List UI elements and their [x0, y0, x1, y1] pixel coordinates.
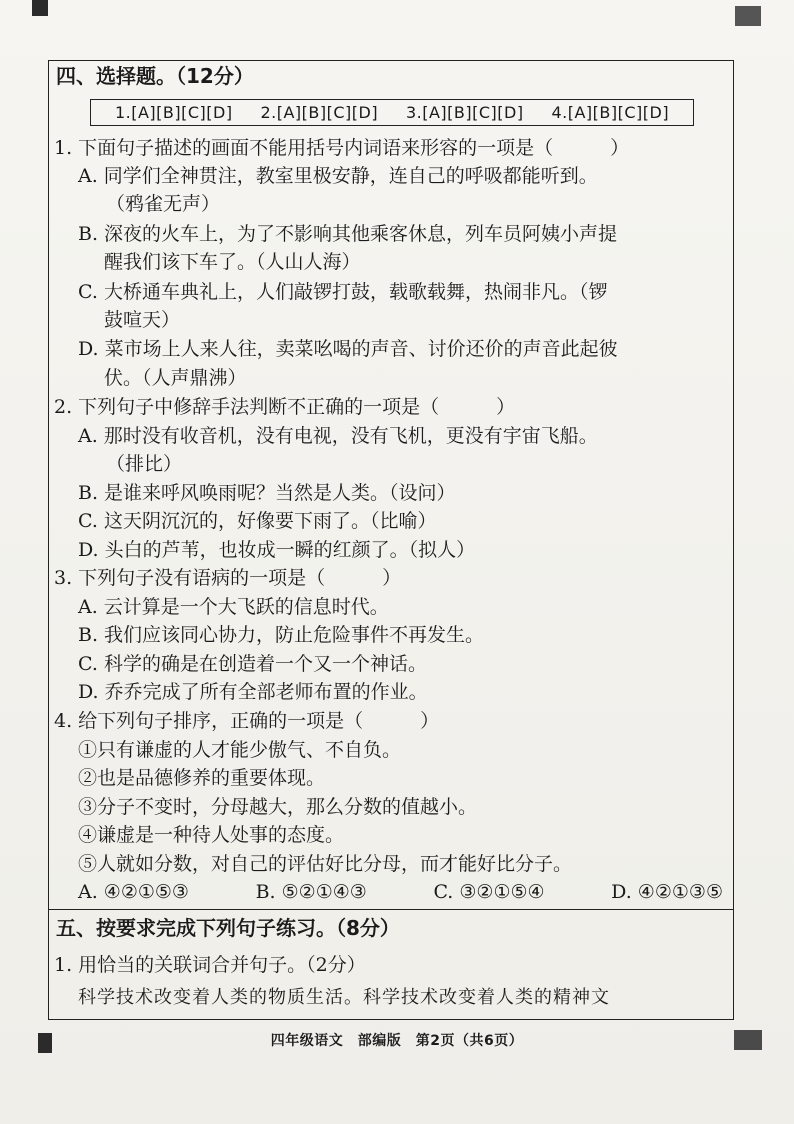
q3-option-a: A. 云计算是一个大飞跃的信息时代。	[78, 596, 389, 618]
q1-option-c-cont: 鼓喧天）	[104, 309, 181, 331]
section5-title: 五、按要求完成下列句子练习。（8分）	[56, 916, 400, 940]
q4-option-c: C. ③②①⑤④	[433, 881, 545, 903]
q2-stem: 2. 下列句子中修辞手法判断不正确的一项是（ ）	[54, 396, 516, 418]
q1-option-d: D. 菜市场上人来人往，卖菜吆喝的声音、讨价还价的声音此起彼	[78, 338, 618, 360]
q4-sentence-5: ⑤人就如分数，对自己的评估好比分母，而才能好比分子。	[78, 853, 573, 875]
q4-option-a: A. ④②①⑤③	[78, 881, 189, 903]
s5-q1-text: 科学技术改变着人类的物质生活。科学技术改变着人类的精神文	[78, 987, 610, 1008]
q2-option-a-cont: （排比）	[106, 453, 183, 475]
q4-sentence-3: ③分子不变时，分母越大，那么分数的值越小。	[78, 796, 478, 818]
q1-option-c: C. 大桥通车典礼上，人们敲锣打鼓，载歌载舞，热闹非凡。（锣	[78, 281, 608, 303]
q1-option-b: B. 深夜的火车上，为了不影响其他乘客休息，列车员阿姨小声提	[78, 223, 618, 245]
answer-choice-1[interactable]: 1.[A][B][C][D]	[114, 102, 233, 122]
registration-mark	[735, 6, 761, 26]
q4-sentence-1: ①只有谦虚的人才能少傲气、不自负。	[78, 739, 402, 761]
q3-option-d: D. 乔乔完成了所有全部老师布置的作业。	[78, 681, 428, 703]
answer-choice-2[interactable]: 2.[A][B][C][D]	[260, 102, 379, 122]
q4-option-b: B. ⑤②①④③	[255, 881, 367, 903]
q4-options	[78, 880, 723, 904]
q2-option-a: A. 那时没有收音机，没有电视，没有飞机，更没有宇宙飞船。	[78, 425, 598, 447]
q3-option-c: C. 科学的确是在创造着一个又一个神话。	[78, 653, 427, 675]
page-footer: 四年级语文 部编版 第2页（共6页）	[270, 1033, 524, 1049]
q1-option-d-cont: 伏。（人声鼎沸）	[104, 367, 247, 389]
q2-option-b: B. 是谁来呼风唤雨呢？当然是人类。（设问）	[78, 482, 456, 504]
answer-choice-4[interactable]: 4.[A][B][C][D]	[551, 102, 670, 122]
answer-choice-3[interactable]: 3.[A][B][C][D]	[405, 102, 524, 122]
section-divider	[48, 909, 734, 910]
q1-option-a-cont: （鸦雀无声）	[106, 193, 221, 215]
q4-stem: 4. 给下列句子排序，正确的一项是（ ）	[54, 710, 440, 732]
q1-option-b-cont: 醒我们该下车了。（人山人海）	[104, 251, 361, 273]
registration-mark	[32, 0, 48, 16]
q3-option-b: B. 我们应该同心协力，防止危险事件不再发生。	[78, 624, 485, 646]
q3-stem: 3. 下列句子没有语病的一项是（ ）	[54, 567, 402, 589]
q2-option-c: C. 这天阴沉沉的，好像要下雨了。（比喻）	[78, 510, 437, 532]
q2-option-d: D. 头白的芦苇，也妆成一瞬的红颜了。（拟人）	[78, 539, 476, 561]
section4-title: 四、选择题。（12分）	[56, 64, 254, 88]
q4-sentence-2: ②也是品德修养的重要体现。	[78, 767, 326, 789]
q1-stem: 1. 下面句子描述的画面不能用括号内词语来形容的一项是（ ）	[54, 137, 630, 159]
q4-sentence-4: ④谦虚是一种待人处事的态度。	[78, 824, 345, 846]
answer-sheet-box	[90, 99, 694, 126]
q1-option-a: A. 同学们全神贯注，教室里极安静，连自己的呼吸都能听到。	[78, 165, 598, 187]
q4-option-d: D. ④②①③⑤	[611, 881, 723, 903]
s5-q1-stem: 1. 用恰当的关联词合并句子。（2分）	[54, 954, 366, 976]
